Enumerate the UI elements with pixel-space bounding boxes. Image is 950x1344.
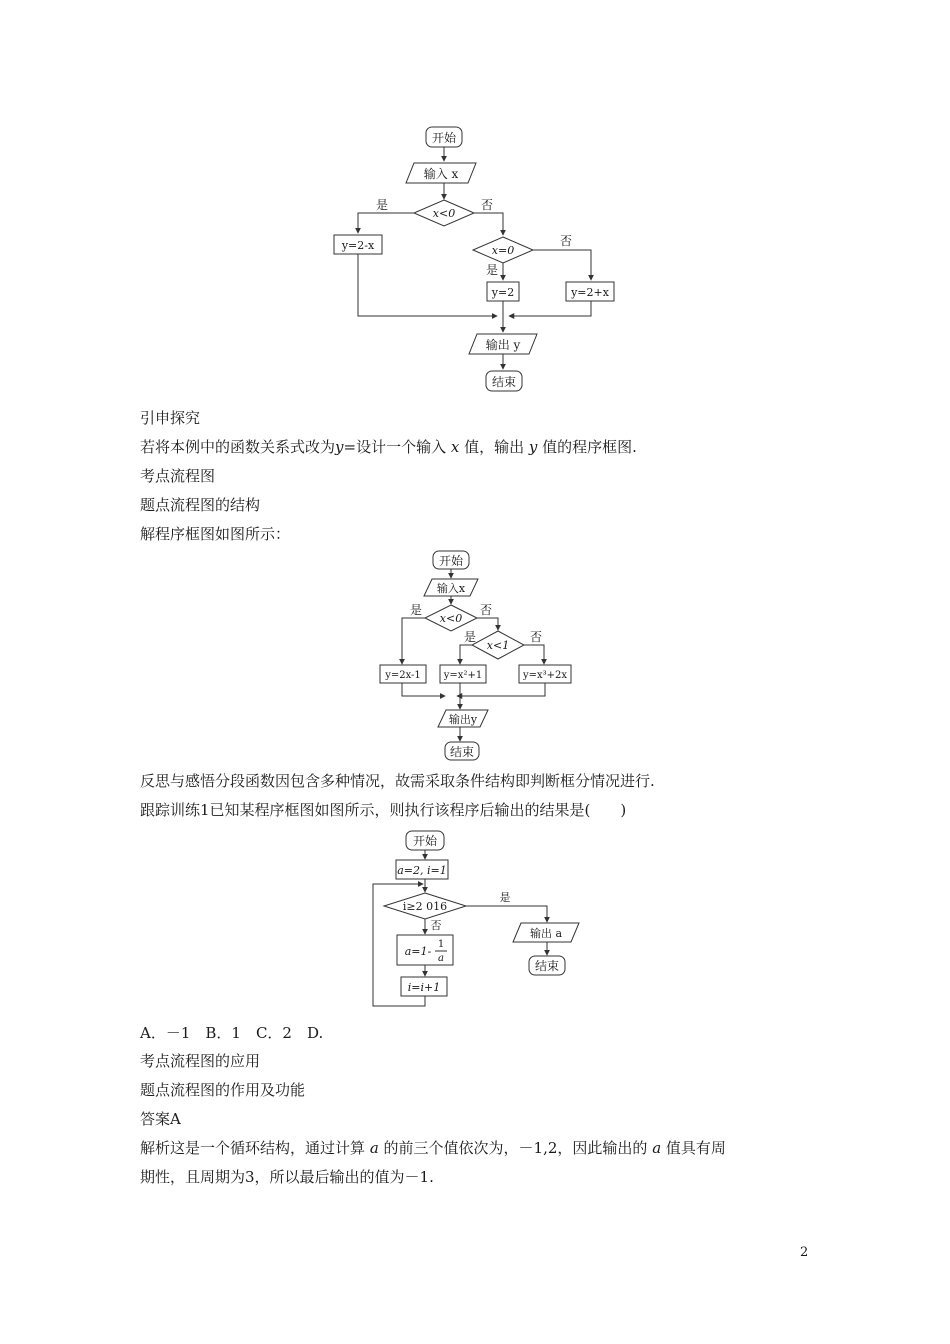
no-label-2: 否: [559, 234, 573, 248]
yes-label-2: 是: [485, 263, 499, 277]
var-a: a: [369, 1139, 379, 1157]
analysis-line: [140, 1138, 726, 1158]
end-label: 结束: [449, 745, 475, 759]
process-box-2-label: y=x²+1: [443, 670, 483, 681]
analysis-label: 解析: [140, 1139, 171, 1157]
kaodian-label: 考点: [140, 1052, 171, 1070]
page-number: 2: [800, 1245, 809, 1260]
reflection-line: [140, 771, 655, 791]
yes-label-2: 是: [463, 630, 477, 644]
section-heading: 引申探究: [140, 409, 201, 427]
input-label: 输入 x: [423, 167, 459, 181]
no-label: 否: [430, 919, 442, 932]
analysis-line-2: 期性，且周期为3，所以最后输出的值为－1.: [140, 1168, 434, 1186]
end-label: 结束: [534, 959, 560, 973]
text-seg: =设计一个输入: [343, 438, 447, 456]
tidian-line: [140, 495, 260, 515]
kaodian-label: 考点: [140, 467, 171, 485]
frac-num: 1: [437, 939, 445, 950]
paragraph-extension: [140, 437, 637, 457]
answer-options: A．－1 B．1 C．2 D.: [140, 1024, 324, 1042]
kaodian-value: 流程图: [170, 467, 216, 485]
analysis-seg: 值具有周: [665, 1139, 726, 1157]
solution-label: 解: [140, 525, 156, 543]
init-label: a=2, i=1: [397, 864, 447, 877]
output-label: 输出y: [448, 713, 478, 726]
reflection-label: 反思与感悟: [140, 772, 216, 790]
process-right-label: y=2+x: [571, 286, 609, 299]
flowchart-3: [0, 825, 950, 1015]
text-seg: 若将本例中的函数关系式改为: [140, 438, 336, 456]
text-seg: 值，输出: [464, 438, 525, 456]
assign-label: a=1-: [404, 945, 432, 958]
flowchart-2: [0, 540, 950, 770]
tidian-value: 流程图的作用及功能: [170, 1081, 306, 1099]
process-box-1-label: y=2x-1: [385, 670, 421, 681]
solution-value: 程序框图如图所示：: [155, 525, 291, 543]
no-label-2: 否: [529, 630, 543, 644]
var-a: a: [652, 1139, 662, 1157]
kaodian-value: 流程图的应用: [170, 1052, 261, 1070]
kaodian-line: [140, 466, 215, 486]
output-label: 输出 y: [485, 338, 521, 352]
end-label: 结束: [491, 375, 517, 389]
output-label: 输出 a: [529, 927, 563, 940]
answer-line: [140, 1109, 181, 1129]
yes-label: 是: [375, 198, 389, 212]
var-x: x: [450, 438, 460, 456]
no-label: 否: [480, 198, 494, 212]
no-label: 否: [479, 603, 493, 617]
answer-label: 答案: [140, 1110, 171, 1128]
decision-2-label: x<1: [486, 639, 510, 652]
var-y: y: [335, 438, 344, 456]
analysis-seg: 的前三个值依次为，－1,2，因此输出的: [383, 1139, 648, 1157]
tidian-value: 流程图的结构: [170, 496, 261, 514]
tidian-label: 题点: [140, 496, 171, 514]
process-left-label: y=2-x: [341, 239, 375, 252]
practice-label: 跟踪训练1: [140, 801, 210, 819]
tidian-line-2: [140, 1080, 305, 1100]
reflection-value: 分段函数因包含多种情况，故需采取条件结构即判断框分情况进行.: [215, 772, 655, 790]
decision-label: x<0: [432, 207, 456, 220]
decision-2-label: x=0: [491, 244, 515, 257]
kaodian-line-2: [140, 1051, 260, 1071]
frac-den: a: [438, 953, 444, 964]
yes-label: 是: [409, 603, 423, 617]
tidian-label: 题点: [140, 1081, 171, 1099]
text-seg: 值的程序框图.: [542, 438, 637, 456]
practice-value: 已知某程序框图如图所示，则执行该程序后输出的结果是( ): [209, 801, 627, 819]
answer-value: A: [170, 1110, 181, 1128]
practice-line: [140, 800, 626, 820]
flowchart-1: [0, 0, 950, 400]
increment-label: i=i+1: [407, 981, 441, 994]
yes-label: 是: [499, 891, 511, 904]
start-label: 开始: [431, 131, 457, 145]
process-mid-label: y=2: [491, 286, 515, 299]
analysis-seg: 这是一个循环结构，通过计算: [170, 1139, 366, 1157]
var-y: y: [528, 438, 538, 456]
decision-label: x<0: [439, 612, 463, 625]
start-label: 开始: [412, 834, 438, 848]
process-box-3-label: y=x³+2x: [522, 670, 568, 681]
input-label: 输入x: [436, 582, 466, 595]
decision-label: i≥2 016: [402, 900, 448, 913]
start-label: 开始: [438, 554, 464, 568]
